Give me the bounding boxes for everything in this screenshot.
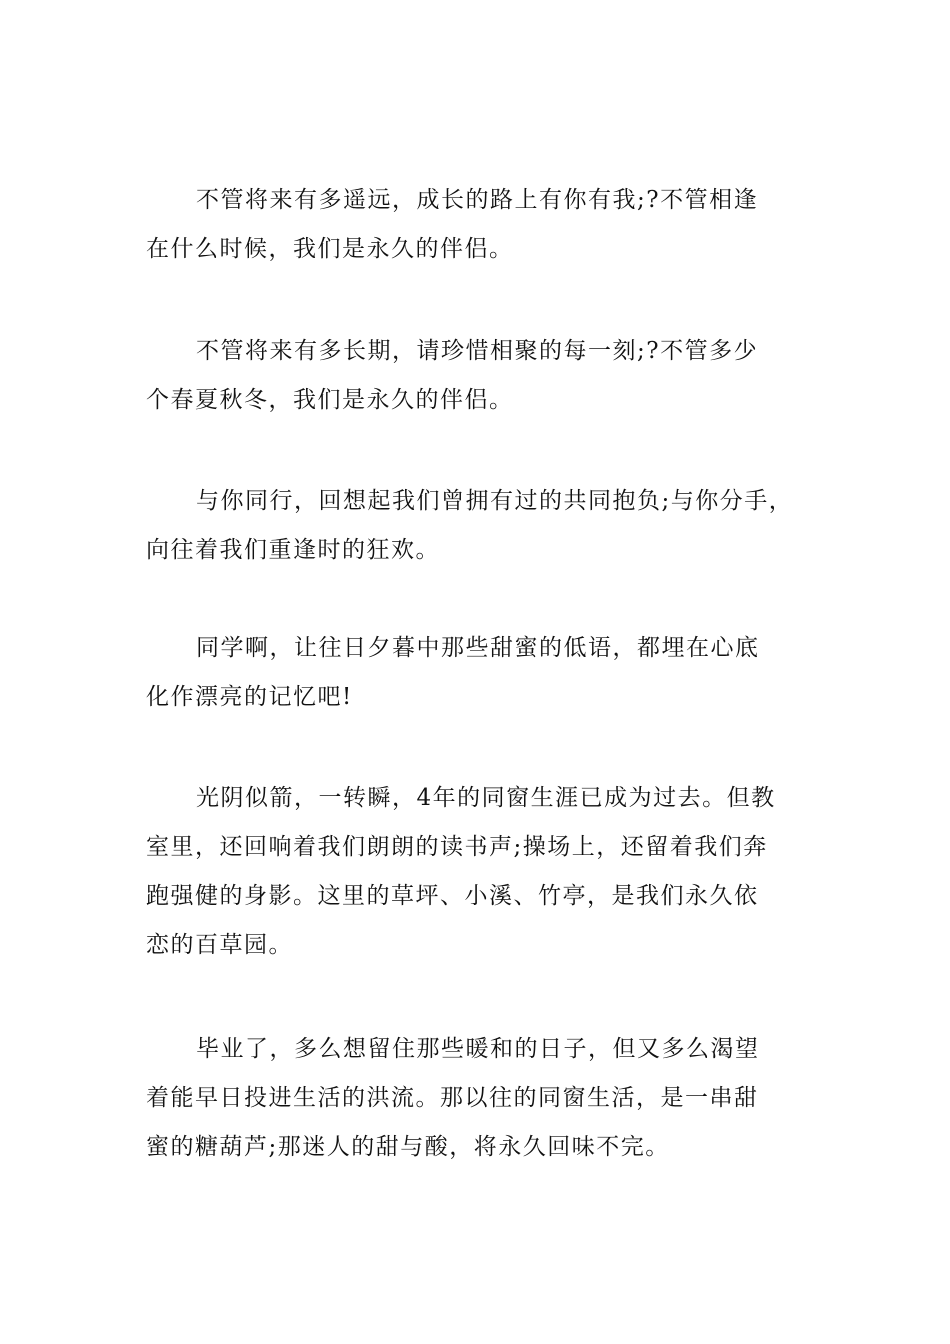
- paragraph-line: 同学啊，让往日夕暮中那些甜蜜的低语，都埋在心底: [196, 635, 760, 661]
- paragraph-line: 个春夏秋冬，我们是永久的伴侣。: [146, 387, 514, 413]
- paragraph-line: 向往着我们重逢时的狂欢。: [146, 537, 440, 563]
- paragraph-2: [146, 327, 806, 425]
- paragraph-line: 在什么时候，我们是永久的伴侣。: [146, 236, 514, 262]
- paragraph-line: 恋的百草园。: [146, 932, 293, 958]
- paragraph-3: [146, 477, 806, 575]
- paragraph-6: [146, 1025, 806, 1172]
- paragraph-line: 化作漂亮的记忆吧!: [146, 684, 353, 710]
- paragraph-line: 不管将来有多长期，请珍惜相聚的每一刻;?不管多少: [196, 338, 759, 364]
- paragraph-line: 与你同行，回想起我们曾拥有过的共同抱负;与你分手，: [196, 488, 794, 514]
- paragraph-line: 室里，还回响着我们朗朗的读书声;操场上，还留着我们奔: [146, 834, 768, 860]
- paragraph-line: 毕业了，多么想留住那些暖和的日子，但又多么渴望: [196, 1036, 760, 1062]
- paragraph-5: [146, 774, 806, 970]
- paragraph-line: 蜜的糖葫芦;那迷人的甜与酸，将永久回味不完。: [146, 1134, 670, 1160]
- paragraph-line: 光阴似箭，一转瞬，4年的同窗生涯已成为过去。但教: [196, 785, 776, 811]
- paragraph-line: 跑强健的身影。这里的草坪、小溪、竹亭，是我们永久依: [146, 883, 759, 909]
- paragraph-4: [146, 624, 806, 722]
- paragraph-line: 着能早日投进生活的洪流。那以往的同窗生活，是一串甜: [146, 1085, 759, 1111]
- paragraph-line: 不管将来有多遥远，成长的路上有你有我;?不管相逢: [196, 187, 759, 213]
- paragraph-1: [146, 176, 806, 274]
